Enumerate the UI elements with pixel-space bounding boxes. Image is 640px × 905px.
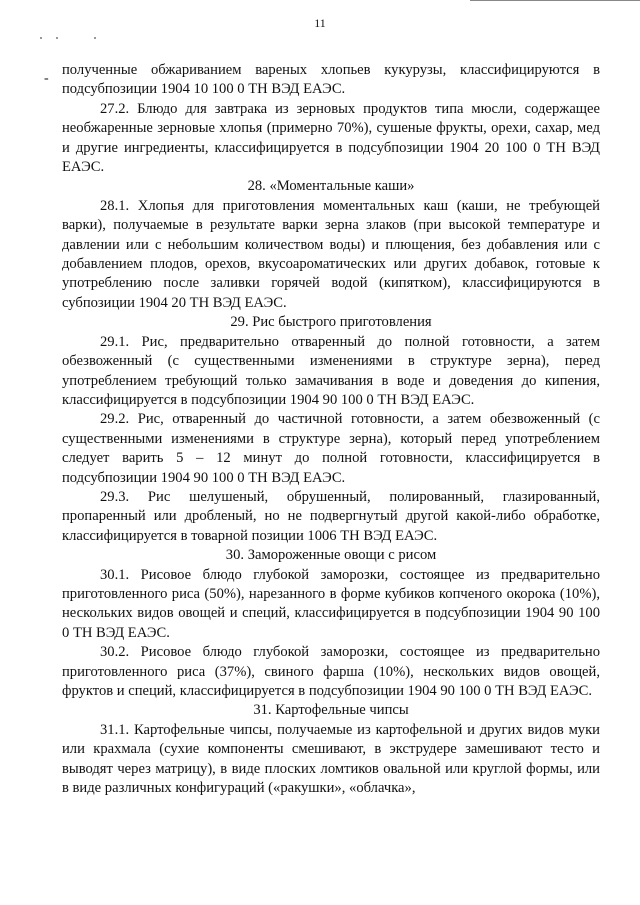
document-body: [62, 61, 600, 798]
section-heading-28: 28. «Моментальные каши»: [247, 178, 415, 195]
paragraph-29-3: 29.3. Рис шелушеный, обрушенный, полированный, глазированный, пропаренный или дробленый, но не подвергнутый другой какой-либо обработке, классифицируется в товарной позиции 1006 ТН ВЭД ЕАЭС.: [62, 488, 600, 544]
paragraph-28-1: 28.1. Хлопья для приготовления моментальных каш (каши, не требующей варки), получаемые в результате варки зерна злаков (при высокой температуре и давлении или с небольшим количеством воды) и плющения, без добавления или с добавлением плодов, орехов, вкусоароматических или других добавок, готовые к употреблению после заливки горячей водой (кипятком), классифицируются в субпозиции 1904 20 ТН ВЭД ЕАЭС.: [62, 197, 600, 311]
scan-edge-line: [470, 0, 640, 1]
paragraph-27-2: 27.2. Блюдо для завтрака из зерновых продуктов типа мюсли, содержащее необжаренные зерновые хлопья (примерно 70%), сушеные фрукты, орехи, сахар, мед и другие ингредиенты, классифицируется в подсубпозиции 1904 20 100 0 ТН ВЭД ЕАЭС.: [62, 100, 600, 176]
paragraph-31-1: 31.1. Картофельные чипсы, получаемые из картофельной и других видов муки или крахмала (сухие компоненты смешивают, в экструдере замешивают тесто и выводят через матрицу), в виде плоских ломтиков овальной или круглой формы, или в виде различных конфигураций («ракушки», «облачка»,: [62, 721, 600, 797]
margin-mark: -: [44, 71, 49, 86]
paragraph-29-2: 29.2. Рис, отваренный до частичной готовности, а затем обезвоженный (с существенными изменениями в структуре зерна), который перед употреблением следует варить 5 – 12 минут до полной готовности, классифицируется в подсубпозиции 1904 90 100 0 ТН ВЭД ЕАЭС.: [62, 411, 600, 486]
section-heading-29: 29. Рис быстрого приготовления: [230, 314, 432, 331]
section-heading-31: 31. Картофельные чипсы: [253, 702, 409, 719]
paragraph-29-1: 29.1. Рис, предварительно отваренный до полной готовности, а затем обезвоженный (с существенными изменениями в структуре зерна), перед употреблением требующий только замачивания в воде и доведения до кипения, классифицируется в подсубпозиции 1904 90 100 0 ТН ВЭД ЕАЭС.: [62, 333, 600, 408]
page-number: 11: [314, 16, 326, 30]
paragraph-30-2: 30.2. Рисовое блюдо глубокой заморозки, состоящее из предварительно приготовленного риса (37%), свиного фарша (10%), нескольких видов овощей, фруктов и специй, классифицируется в подсубпозиции 1904 90 100 0 ТН ВЭД ЕАЭС.: [62, 644, 600, 699]
section-heading-30: 30. Замороженные овощи с рисом: [225, 547, 437, 564]
paragraph-30-1: 30.1. Рисовое блюдо глубокой заморозки, состоящее из предварительно приготовленного риса (50%), нарезанного в форме кубиков копченого окорока (10%), нескольких видов овощей и специй, классифицируется в подсубпозиции 1904 90 100 0 ТН ВЭД ЕАЭС.: [62, 566, 600, 641]
scan-artifact: [40, 37, 110, 41]
paragraph-continuation: полученные обжариванием вареных хлопьев кукурузы, классифицируются в подсубпозиции 1904 10 100 0 ТН ВЭД ЕАЭС.: [62, 62, 600, 98]
